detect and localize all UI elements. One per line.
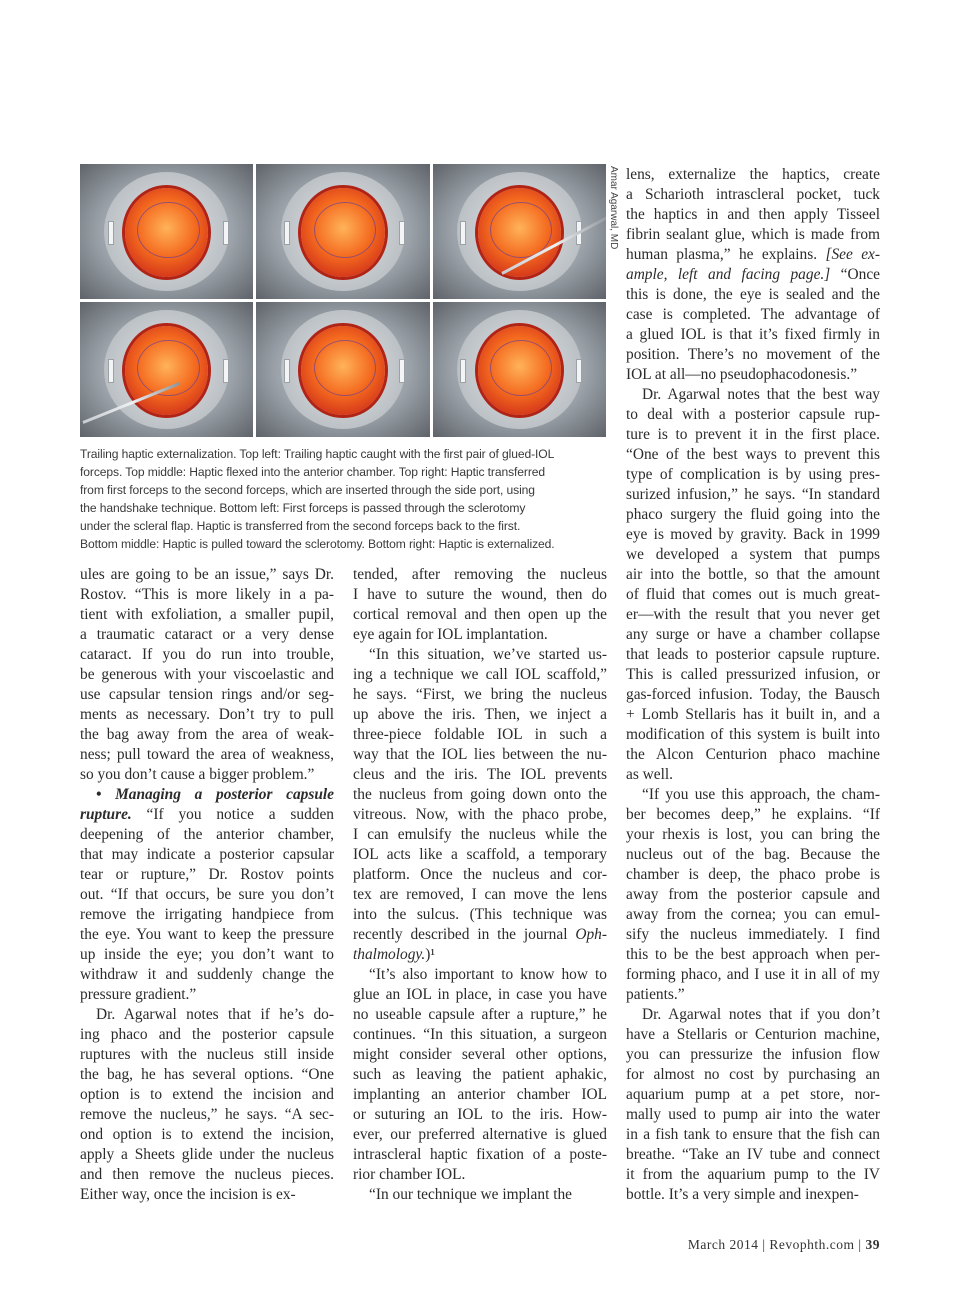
footer-issue: March 2014 <box>687 1237 759 1252</box>
section-heading-tail: rupture. <box>80 806 132 823</box>
page-footer: March 2014 | Revophth.com | 39 <box>687 1237 880 1252</box>
text-line: Dr. Agarwal notes that if you don’t <box>642 1006 880 1023</box>
text-line: IOL acts like a scaffold, a temporary <box>353 846 607 863</box>
surgical-figure <box>80 164 606 437</box>
text-line: bottle. It’s a very simple and inexpen- <box>626 1186 859 1203</box>
text-line: out. “If that occurs, be sure you don’t <box>80 886 334 903</box>
text-line: breathe. “Take an IV tube and connect <box>626 1146 880 1163</box>
figure-panel-top-middle <box>256 164 429 299</box>
figure-panel-top-left <box>80 164 253 299</box>
text-line: sify the nucleus immediately. I find <box>626 926 880 943</box>
text-line: “In this situation, we’ve started us- <box>369 646 607 663</box>
text-line: in a fish tank to ensure that the fish can <box>626 1126 880 1143</box>
text-line: as well. <box>626 766 674 783</box>
caption-line: under the scleral flap. Haptic is transferred from the second forceps back to the first. <box>80 519 521 533</box>
text-line: I can emulsify the nucleus while the <box>353 826 607 843</box>
text-line: “It’s also important to know how to <box>369 966 607 983</box>
text-line: type of complication is by using pres- <box>626 466 880 483</box>
text-line: cataract. If you do run into trouble, <box>80 646 334 663</box>
text-line: ber becomes deep,” he explains. “If <box>626 806 880 823</box>
text-line: ules are going to be an issue,” says Dr. <box>80 566 334 583</box>
text-line: tex are removed, I can move the lens <box>353 886 607 903</box>
text-line: that may indicate a posterior capsular <box>80 846 334 863</box>
text-line: fibrin sealant glue, which is made from <box>626 226 880 243</box>
text-line: case is completed. The advantage of <box>626 306 880 323</box>
text-line: a glued IOL is that it’s fixed firmly in <box>626 326 880 343</box>
section-heading: • Managing a posterior capsule <box>96 786 334 803</box>
text-line: use capsular tension rings and/or seg- <box>80 686 334 703</box>
figure-panel-top-right <box>433 164 606 299</box>
text-line: or suturing an IOL to the iris. How- <box>353 1106 607 1123</box>
text-line: away from the cornea; you can emul- <box>626 906 880 923</box>
text-line: tient with exfoliation, a smaller pupil, <box>80 606 334 623</box>
text-line: for almost no cost by purchasing an <box>626 1066 880 1083</box>
text-line <box>80 785 334 805</box>
text-line: Dr. Agarwal notes that the best way <box>642 386 880 403</box>
text-line: ments as necessary. Don’t try to pull <box>80 706 334 723</box>
text-line: have a Stellaris or Centurion machine, <box>626 1026 880 1043</box>
text-column-right <box>626 165 880 1205</box>
text-line: pressure gradient.” <box>80 986 197 1003</box>
text-line: eye again for IOL implantation. <box>353 626 548 643</box>
text-column-left <box>80 565 334 1205</box>
figure-caption <box>80 445 608 553</box>
text-line: a traumatic cataract or a very dense <box>80 626 334 643</box>
text-line: tear or rupture,” Dr. Rostov points <box>80 866 334 883</box>
text-line: withdraw it and suddenly change the <box>80 966 334 983</box>
caption-line: the handshake technique. Bottom left: First forceps is passed through the sclerotomy <box>80 501 526 515</box>
text-line: I have to suture the wound, then do <box>353 586 607 603</box>
text-line: any surge or have a chamber collapse <box>626 626 880 643</box>
text-line: eye is moved by gravity. Back in 1999 <box>626 526 880 543</box>
text-line: glue an IOL in place, in case you have <box>353 986 607 1003</box>
text-line: ever, our preferred alternative is glued <box>353 1126 607 1143</box>
text-line: gas-forced infusion. Today, the Bausch <box>626 686 880 703</box>
text-line: ing a technique we call IOL scaffold,” <box>353 666 607 683</box>
text-line: and then remove the nucleus pieces. <box>80 1166 334 1183</box>
text-line: it from the aquarium pump to the IV <box>626 1166 880 1183</box>
text-line: way that the IOL lies between the nu- <box>353 746 607 763</box>
photo-credit-text: Amar Agarwal, MD <box>608 166 619 250</box>
text-line: ond option is to extend the incision, <box>80 1126 334 1143</box>
text-line: rior chamber IOL. <box>353 1166 466 1183</box>
text-line: option is to extend the incision and <box>80 1086 334 1103</box>
text-line: deepening of the anterior chamber, <box>80 826 334 843</box>
text-line: “One of the best ways to prevent this <box>626 446 880 463</box>
text-line: phaco surgery the fluid going into the <box>626 506 880 523</box>
text-line: three-piece foldable IOL in such a <box>353 726 607 743</box>
text-line: he says. “First, we bring the nucleus <box>353 686 607 703</box>
text-line: such as leaving the patient aphakic, <box>353 1066 607 1083</box>
text-line: position. There’s no movement of the <box>626 346 880 363</box>
caption-line: from first forceps to the second forceps, which are inserted through the side port, using <box>80 483 535 497</box>
caption-line: Bottom middle: Haptic is pulled toward the sclerotomy. Bottom right: Haptic is externalized. <box>80 537 555 551</box>
text-line: the Alcon Centurion phaco machine <box>626 746 880 763</box>
text-line: away from the posterior capsule and <box>626 886 880 903</box>
caption-line: forceps. Top middle: Haptic flexed into the anterior chamber. Top right: Haptic transferred <box>80 465 546 479</box>
text-line: remove the nucleus,” he says. “A sec- <box>80 1106 334 1123</box>
text-line: up inside the eye; you don’t want to <box>80 946 334 963</box>
text-line: a Scharioth intrascleral pocket, tuck <box>626 186 880 203</box>
text-line: air into the bottle, so that the amount <box>626 566 880 583</box>
text-line: we developed a system that pumps <box>626 546 880 563</box>
text-line: rupture. “If you notice a sudden <box>80 806 334 823</box>
text-line: the bag away from the area of weak- <box>80 726 334 743</box>
text-line: apply a Sheets glide under the nucleus <box>80 1146 334 1163</box>
text-line: up above the iris. Then, we inject a <box>353 706 607 723</box>
text-line: remove the irrigating handpiece from <box>80 906 334 923</box>
text-line: this to be the best approach when per- <box>626 946 880 963</box>
figure-panel-bottom-right <box>433 302 606 437</box>
text-line: you can pressurize the infusion flow <box>626 1046 880 1063</box>
text-line: “In our technique we implant the <box>369 1186 573 1203</box>
text-line: that leads to posterior capsule rupture. <box>626 646 880 663</box>
text-line: tended, after removing the nucleus <box>353 566 607 583</box>
text-line: chamber is deep, the phaco probe is <box>626 866 880 883</box>
text-line: patients.” <box>626 986 685 1003</box>
text-line: the bag, he has several options. “One <box>80 1066 334 1083</box>
figure-panel-bottom-middle <box>256 302 429 437</box>
text-line: mally used to pump air into the water <box>626 1106 880 1123</box>
text-line: recently described in the journal Oph- <box>353 926 607 943</box>
text-line: human plasma,” he explains. [See ex- <box>626 246 881 263</box>
text-line: er—with the result that you never get <box>626 606 880 623</box>
text-line: cleus and the iris. The IOL prevents <box>353 766 607 783</box>
caption-line: Trailing haptic externalization. Top left: Trailing haptic caught with the first pair of glued-IOL <box>80 447 555 461</box>
text-line: surized infusion,” he says. “In standard <box>626 486 880 503</box>
text-line: of fluid that comes out is much great- <box>626 586 880 603</box>
text-line: be generous with your viscoelastic and <box>80 666 334 683</box>
page-number: 39 <box>865 1237 880 1252</box>
text-line: Dr. Agarwal notes that if he’s do- <box>96 1006 334 1023</box>
footer-site: Revophth.com <box>769 1237 855 1252</box>
text-line: no useable capsule after a rupture,” he <box>353 1006 607 1023</box>
text-line: might consider several other options, <box>353 1046 607 1063</box>
text-line: implanting an anterior chamber IOL <box>353 1086 607 1103</box>
text-line: to deal with a posterior capsule rup- <box>626 406 880 423</box>
text-line: ruptures with the nucleus still inside <box>80 1046 334 1063</box>
text-line: + Lomb Stellaris has it built in, and a <box>626 706 880 723</box>
text-line: lens, externalize the haptics, create <box>626 166 880 183</box>
text-line: your rhexis is lost, you can bring the <box>626 826 880 843</box>
text-line: intrascleral haptic fixation of a poste- <box>353 1146 607 1163</box>
text-line: Rostov. “This is more likely in a pa- <box>80 586 334 603</box>
text-line: ture is to prevent it in the first place. <box>626 426 880 443</box>
text-column-middle <box>353 565 607 1205</box>
photo-credit <box>607 166 621 256</box>
text-line: nucleus out of the bag. Because the <box>626 846 880 863</box>
text-line: the nucleus from going down onto the <box>353 786 607 803</box>
text-line: vitreous. Now, with the phaco probe, <box>353 806 607 823</box>
text-line: ample, left and facing page.] “Once <box>626 266 880 283</box>
text-line: aquarium pump at a pet store, nor- <box>626 1086 880 1103</box>
text-line: ness; pull toward the area of weakness, <box>80 746 334 763</box>
text-line: into the sulcus. (This technique was <box>353 906 607 923</box>
text-line: Either way, once the incision is ex- <box>80 1186 296 1203</box>
text-line: “If you use this approach, the cham- <box>642 786 880 803</box>
text-line: this is done, the eye is sealed and the <box>626 286 880 303</box>
text-line: This is called pressurized infusion, or <box>626 666 880 683</box>
text-line: modification of this system is built into <box>626 726 880 743</box>
text-line: ing phaco and the posterior capsule <box>80 1026 334 1043</box>
text-line: cortical removal and then open up the <box>353 606 607 623</box>
text-line: forming phaco, and I use it in all of my <box>626 966 880 983</box>
text-line: thalmology.)¹ <box>353 946 435 963</box>
text-line: continues. “In this situation, a surgeon <box>353 1026 607 1043</box>
text-line: so you don’t cause a bigger problem.” <box>80 766 315 783</box>
text-line: the eye. You want to keep the pressure <box>80 926 334 943</box>
figure-panel-bottom-left <box>80 302 253 437</box>
text-line: the haptics in and then apply Tisseel <box>626 206 880 223</box>
text-line: IOL at all—no pseudophacodonesis.” <box>626 366 858 383</box>
text-line: platform. Once the nucleus and cor- <box>353 866 607 883</box>
